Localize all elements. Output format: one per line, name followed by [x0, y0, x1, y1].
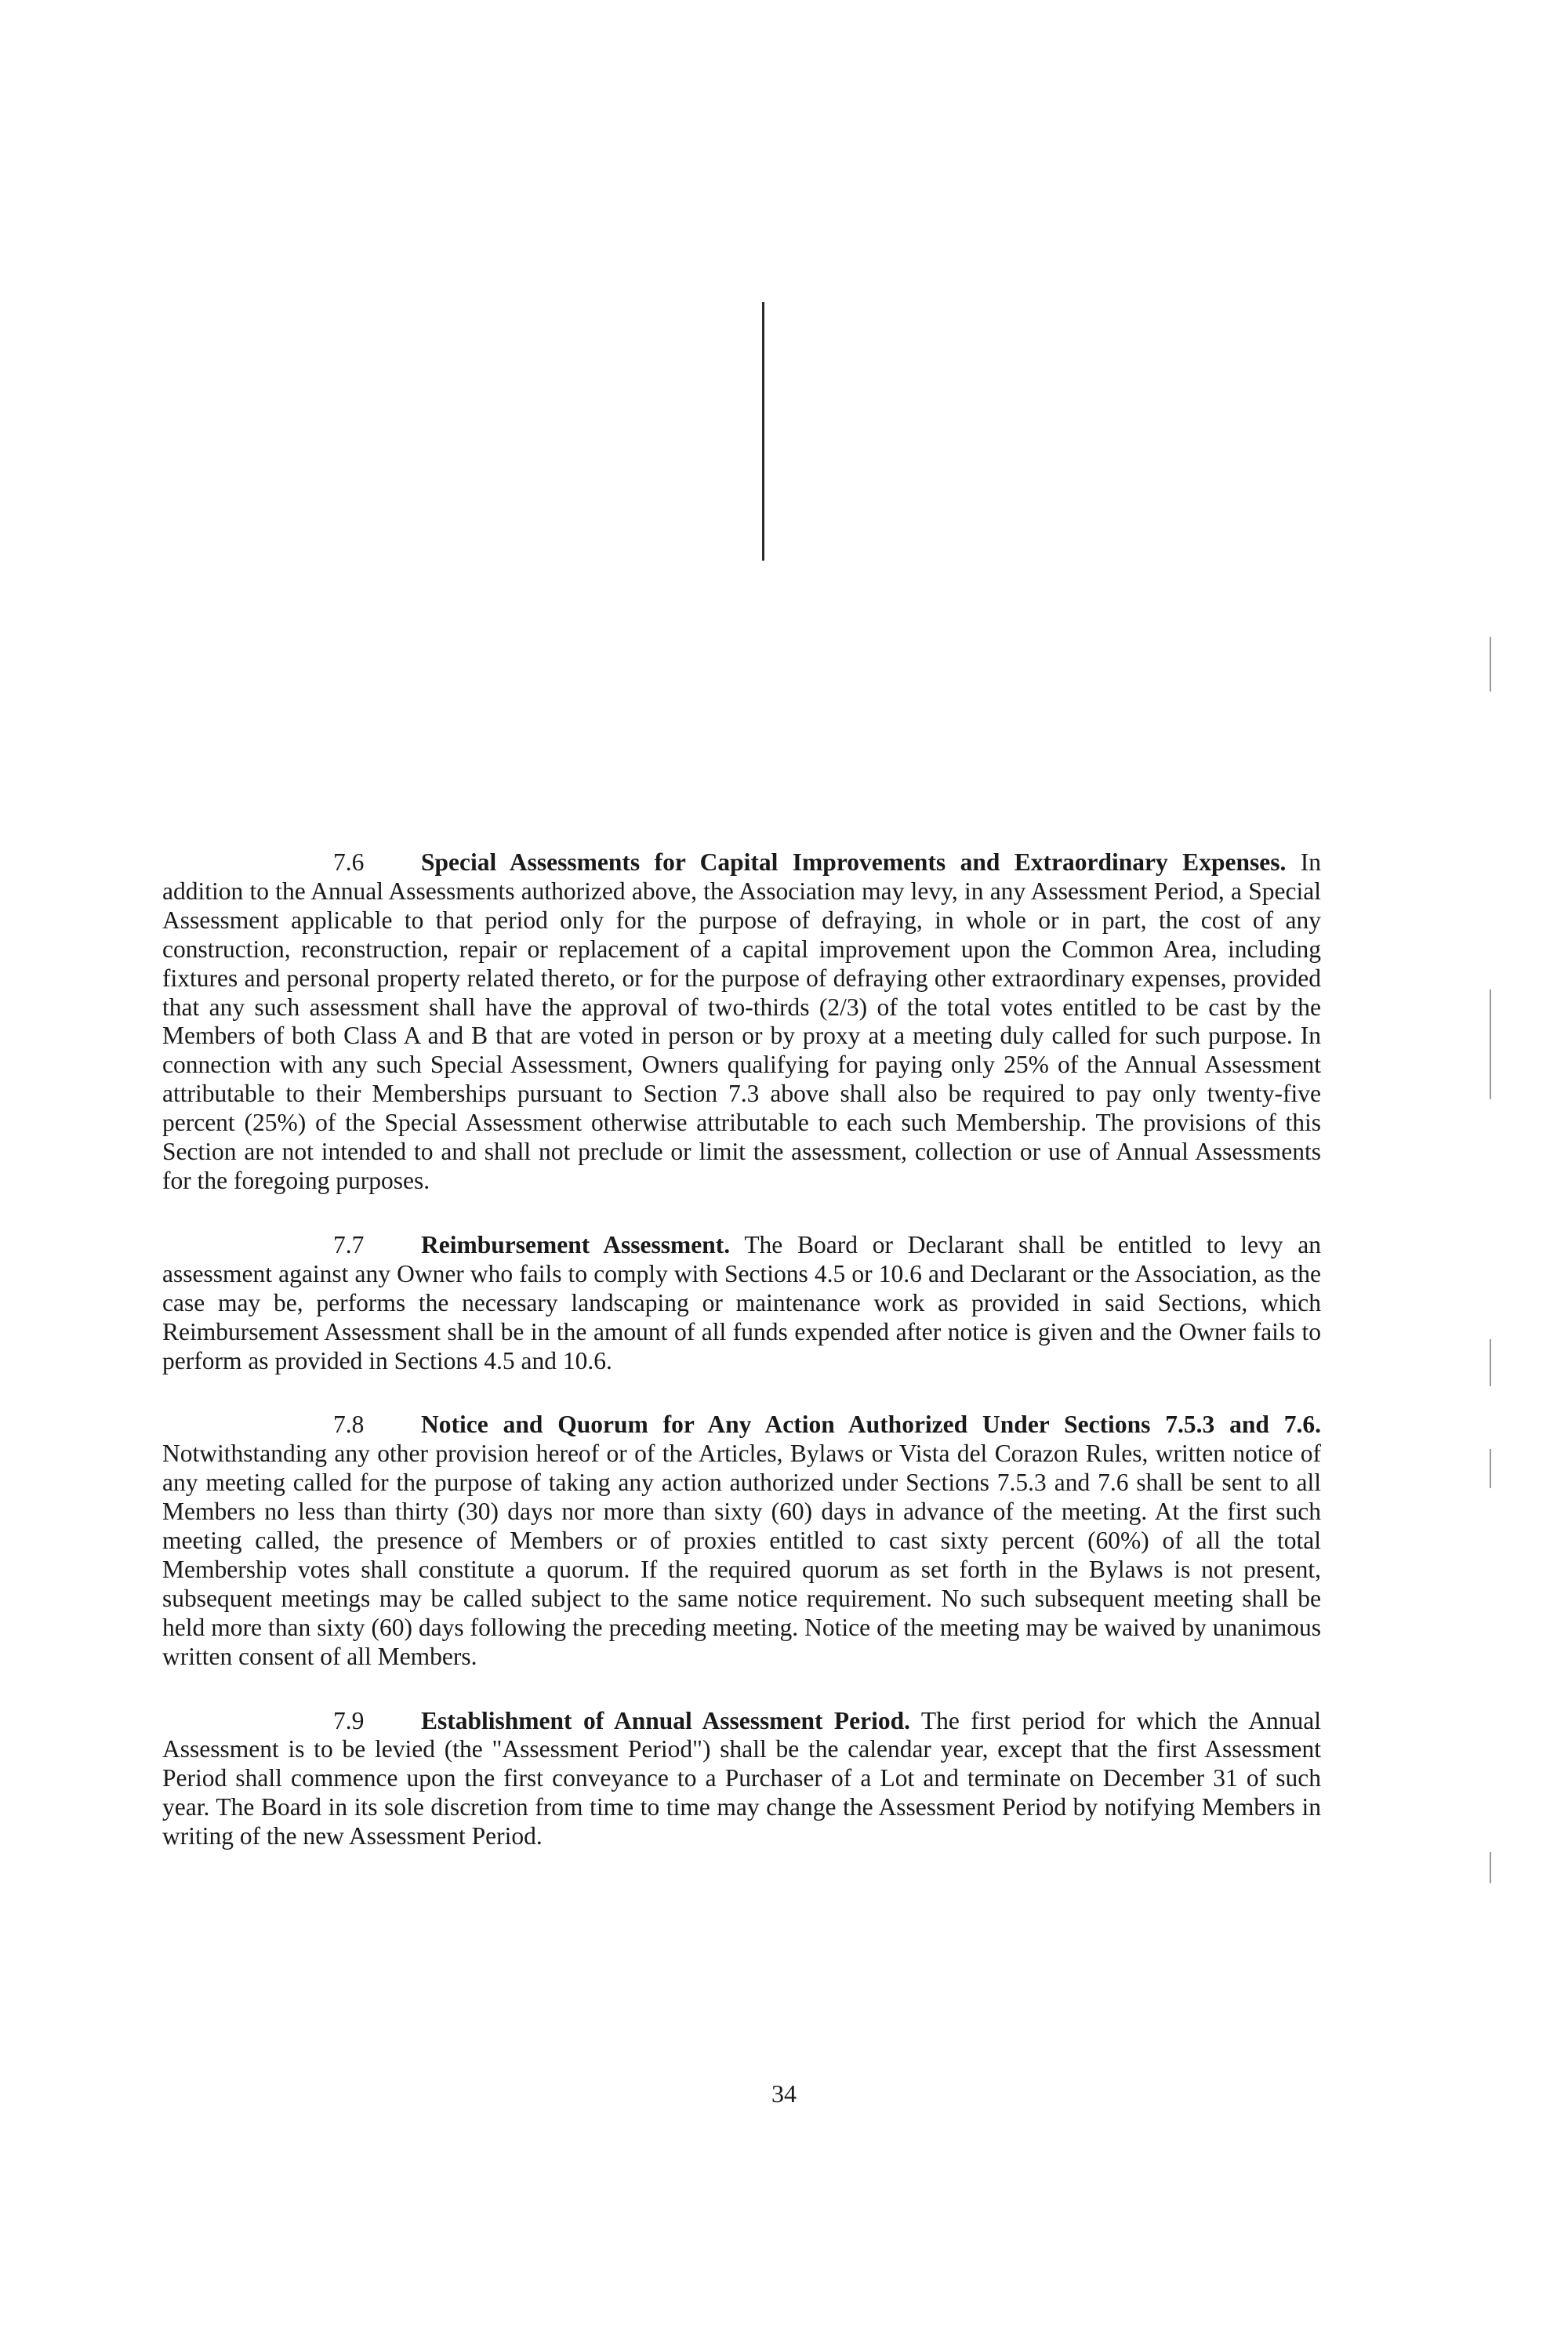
scan-margin-mark [1490, 637, 1491, 692]
scan-margin-mark [1490, 1449, 1491, 1488]
scan-margin-mark [1490, 1339, 1491, 1386]
section-number: 7.6 [333, 848, 365, 876]
section-7-8 [162, 1411, 1321, 1671]
page-number: 34 [771, 2079, 797, 2108]
section-body: The first period for which the Annual Assessment is to be levied (the "Assessment Period") shall be the calendar year, except that the first Assessment Period shall commence upon the first conveyance to a Purchaser of a Lot and terminate on December 31 of such year. The Board in its sole discretion from time to time may change the Assessment Period by notifying Members in writing of the new Assessment Period. [162, 1706, 1321, 1850]
section-title: Notice and Quorum for Any Action Authorized Under Sections 7.5.3 and 7.6. [421, 1411, 1321, 1439]
section-title: Establishment of Annual Assessment Period. [421, 1706, 911, 1734]
section-title: Reimbursement Assessment. [421, 1230, 731, 1258]
section-7-7 [162, 1231, 1321, 1376]
section-number: 7.8 [333, 1411, 365, 1439]
section-body: In addition to the Annual Assessments authorized above, the Association may levy, in any Assessment Period, a Special Assessment applicable to that period only for the purpose of defraying, in whole or in part, the cost of any construction, reconstruction, repair or replacement of a capital improvement upon the Common Area, including fixtures and personal property related thereto, or for the purpose of defraying other extraordinary expenses, provided that any such assessment shall have the approval of two-thirds (2/3) of the total votes entitled to be cast by the Members of both Class A and B that are voted in person or by proxy at a meeting duly called for such purpose. In connection with any such Special Assessment, Owners qualifying for paying only 25% of the Annual Assessment attributable to their Memberships pursuant to Section 7.3 above shall also be required to pay only twenty-five percent (25%) of the Special Assessment otherwise attributable to each such Membership. The provisions of this Section are not intended to and shall not preclude or limit the assessment, collection or use of Annual Assessments for the foregoing purposes. [162, 848, 1321, 1194]
scan-margin-mark [1490, 1852, 1491, 1883]
section-title: Special Assessments for Capital Improvements and Extraordinary Expenses. [421, 848, 1287, 876]
section-body: Notwithstanding any other provision hereof or of the Articles, Bylaws or Vista del Corazon Rules, written notice of any meeting called for the purpose of taking any action authorized under Sections 7.5.3 and 7.6 shall be sent to all Members no less than thirty (30) days nor more than sixty (60) days in advance of the meeting. At the first such meeting called, the presence of Members or of proxies entitled to cast sixty percent (60%) of all the total Membership votes shall constitute a quorum. If the required quorum as set forth in the Bylaws is not present, subsequent meetings may be called subject to the same notice requirement. No such subsequent meeting shall be held more than sixty (60) days following the preceding meeting. Notice of the meeting may be waived by unanimous written consent of all Members. [162, 1440, 1321, 1670]
scan-vertical-line [762, 302, 764, 561]
section-body: The Board or Declarant shall be entitled to levy an assessment against any Owner who fails to comply with Sections 4.5 or 10.6 and Declarant or the Association, as the case may be, performs the necessary landscaping or maintenance work as provided in said Sections, which Reimbursement Assessment shall be in the amount of all funds expended after notice is given and the Owner fails to perform as provided in Sections 4.5 and 10.6. [162, 1230, 1321, 1375]
section-7-9 [162, 1707, 1321, 1852]
section-number: 7.9 [333, 1706, 365, 1734]
scan-margin-mark [1490, 990, 1491, 1099]
section-7-6 [162, 848, 1321, 1196]
section-number: 7.7 [333, 1230, 365, 1258]
document-body [162, 848, 1321, 1887]
